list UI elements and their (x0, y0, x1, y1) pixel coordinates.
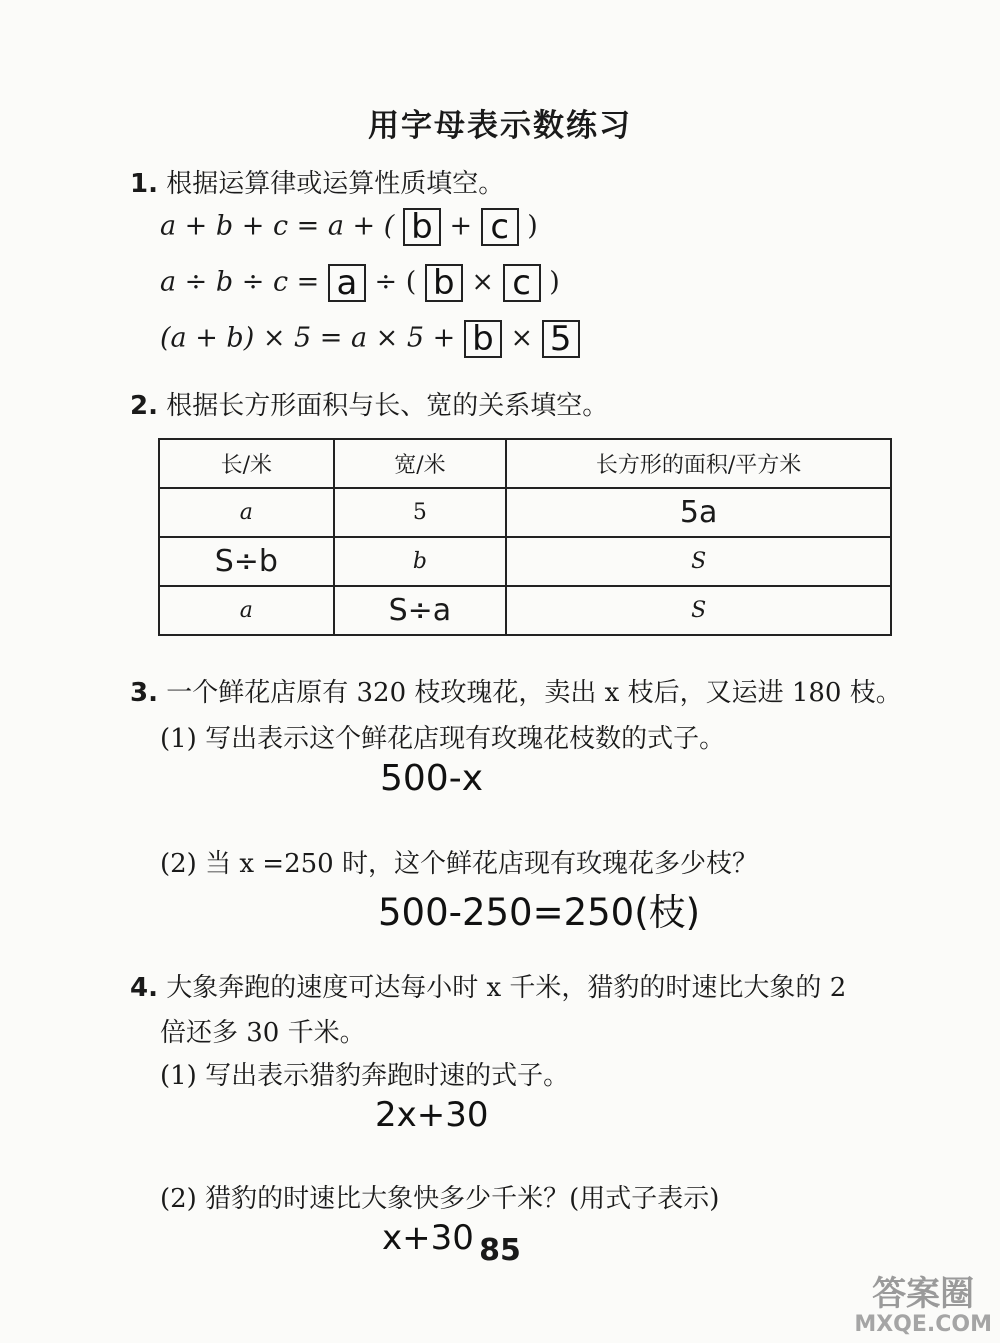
area-table (158, 438, 892, 636)
sub-question: (2) 当 x =250 时，这个鲜花店现有玫瑰花多少枝？ (160, 849, 758, 879)
equation-line-2 (160, 264, 560, 302)
operator: ) (527, 210, 538, 242)
watermark-logo (854, 1275, 992, 1337)
answer-box: b (403, 208, 441, 246)
question-text-continued: 倍还多 30 千米。 (160, 1018, 366, 1048)
handwritten-answer: S÷a (334, 586, 507, 635)
question-text: 一个鲜花店原有 320 枝玫瑰花，卖出 x 枝后，又运进 180 枝。 (166, 678, 902, 708)
answer-box: a (328, 264, 366, 302)
question-1 (130, 163, 504, 200)
answer-box: c (481, 208, 519, 246)
table-cell: a (159, 488, 334, 537)
operator: × (510, 322, 534, 354)
sub-question: (1) 写出表示这个鲜花店现有玫瑰花枝数的式子。 (160, 724, 726, 754)
table-cell: S (506, 537, 891, 586)
handwritten-answer: 500-x (380, 758, 484, 799)
equation-text: a ÷ b ÷ c = (160, 266, 320, 298)
equation-line-3 (160, 320, 580, 358)
table-row (159, 537, 891, 586)
answer-box: c (503, 264, 541, 302)
operator: + (449, 210, 473, 242)
answer-box: b (425, 264, 463, 302)
table-cell: b (334, 537, 507, 586)
answer-box: b (464, 320, 502, 358)
equation-line-1 (160, 208, 538, 246)
handwritten-answer: x+30 (382, 1218, 474, 1258)
handwritten-answer: 500-250=250(枝) (378, 891, 701, 934)
sub-question: (1) 写出表示猎豹奔跑时速的式子。 (160, 1061, 570, 1091)
operator: × (471, 266, 495, 298)
table-header: 长方形的面积/平方米 (506, 439, 891, 488)
question-4 (130, 967, 846, 1004)
sub-question: (2) 猎豹的时速比大象快多少千米？(用式子表示) (160, 1184, 720, 1214)
watermark-url: MXQE.COM (854, 1312, 992, 1337)
question-text: 大象奔跑的速度可达每小时 x 千米，猎豹的时速比大象的 2 (166, 973, 847, 1003)
question-number: 4. (130, 973, 158, 1003)
answer-box: 5 (542, 320, 580, 358)
question-2 (130, 385, 608, 422)
question-number: 3. (130, 678, 158, 708)
question-number: 1. (130, 169, 158, 199)
table-header: 长/米 (159, 439, 334, 488)
table-row (159, 586, 891, 635)
table-header: 宽/米 (334, 439, 507, 488)
table-cell: 5 (334, 488, 507, 537)
question-3 (130, 672, 902, 709)
operator: ) (549, 266, 560, 298)
handwritten-answer: 5a (506, 488, 891, 537)
question-text: 根据运算律或运算性质填空。 (166, 169, 505, 199)
table-row (159, 488, 891, 537)
handwritten-answer: 2x+30 (375, 1095, 489, 1135)
table-cell: a (159, 586, 334, 635)
equation-text: (a + b) × 5 = a × 5 + (160, 322, 456, 354)
equation-text: a + b + c = a + ( (160, 210, 395, 242)
page-title: 用字母表示数练习 (368, 108, 632, 144)
table-header-row (159, 439, 891, 488)
operator: ÷ ( (374, 266, 417, 298)
table-cell: S (506, 586, 891, 635)
watermark-text: 答案圈 (872, 1274, 975, 1314)
question-number: 2. (130, 391, 158, 421)
question-text: 根据长方形面积与长、宽的关系填空。 (166, 391, 609, 421)
page-number: 85 (479, 1233, 521, 1268)
handwritten-answer: S÷b (159, 537, 334, 586)
